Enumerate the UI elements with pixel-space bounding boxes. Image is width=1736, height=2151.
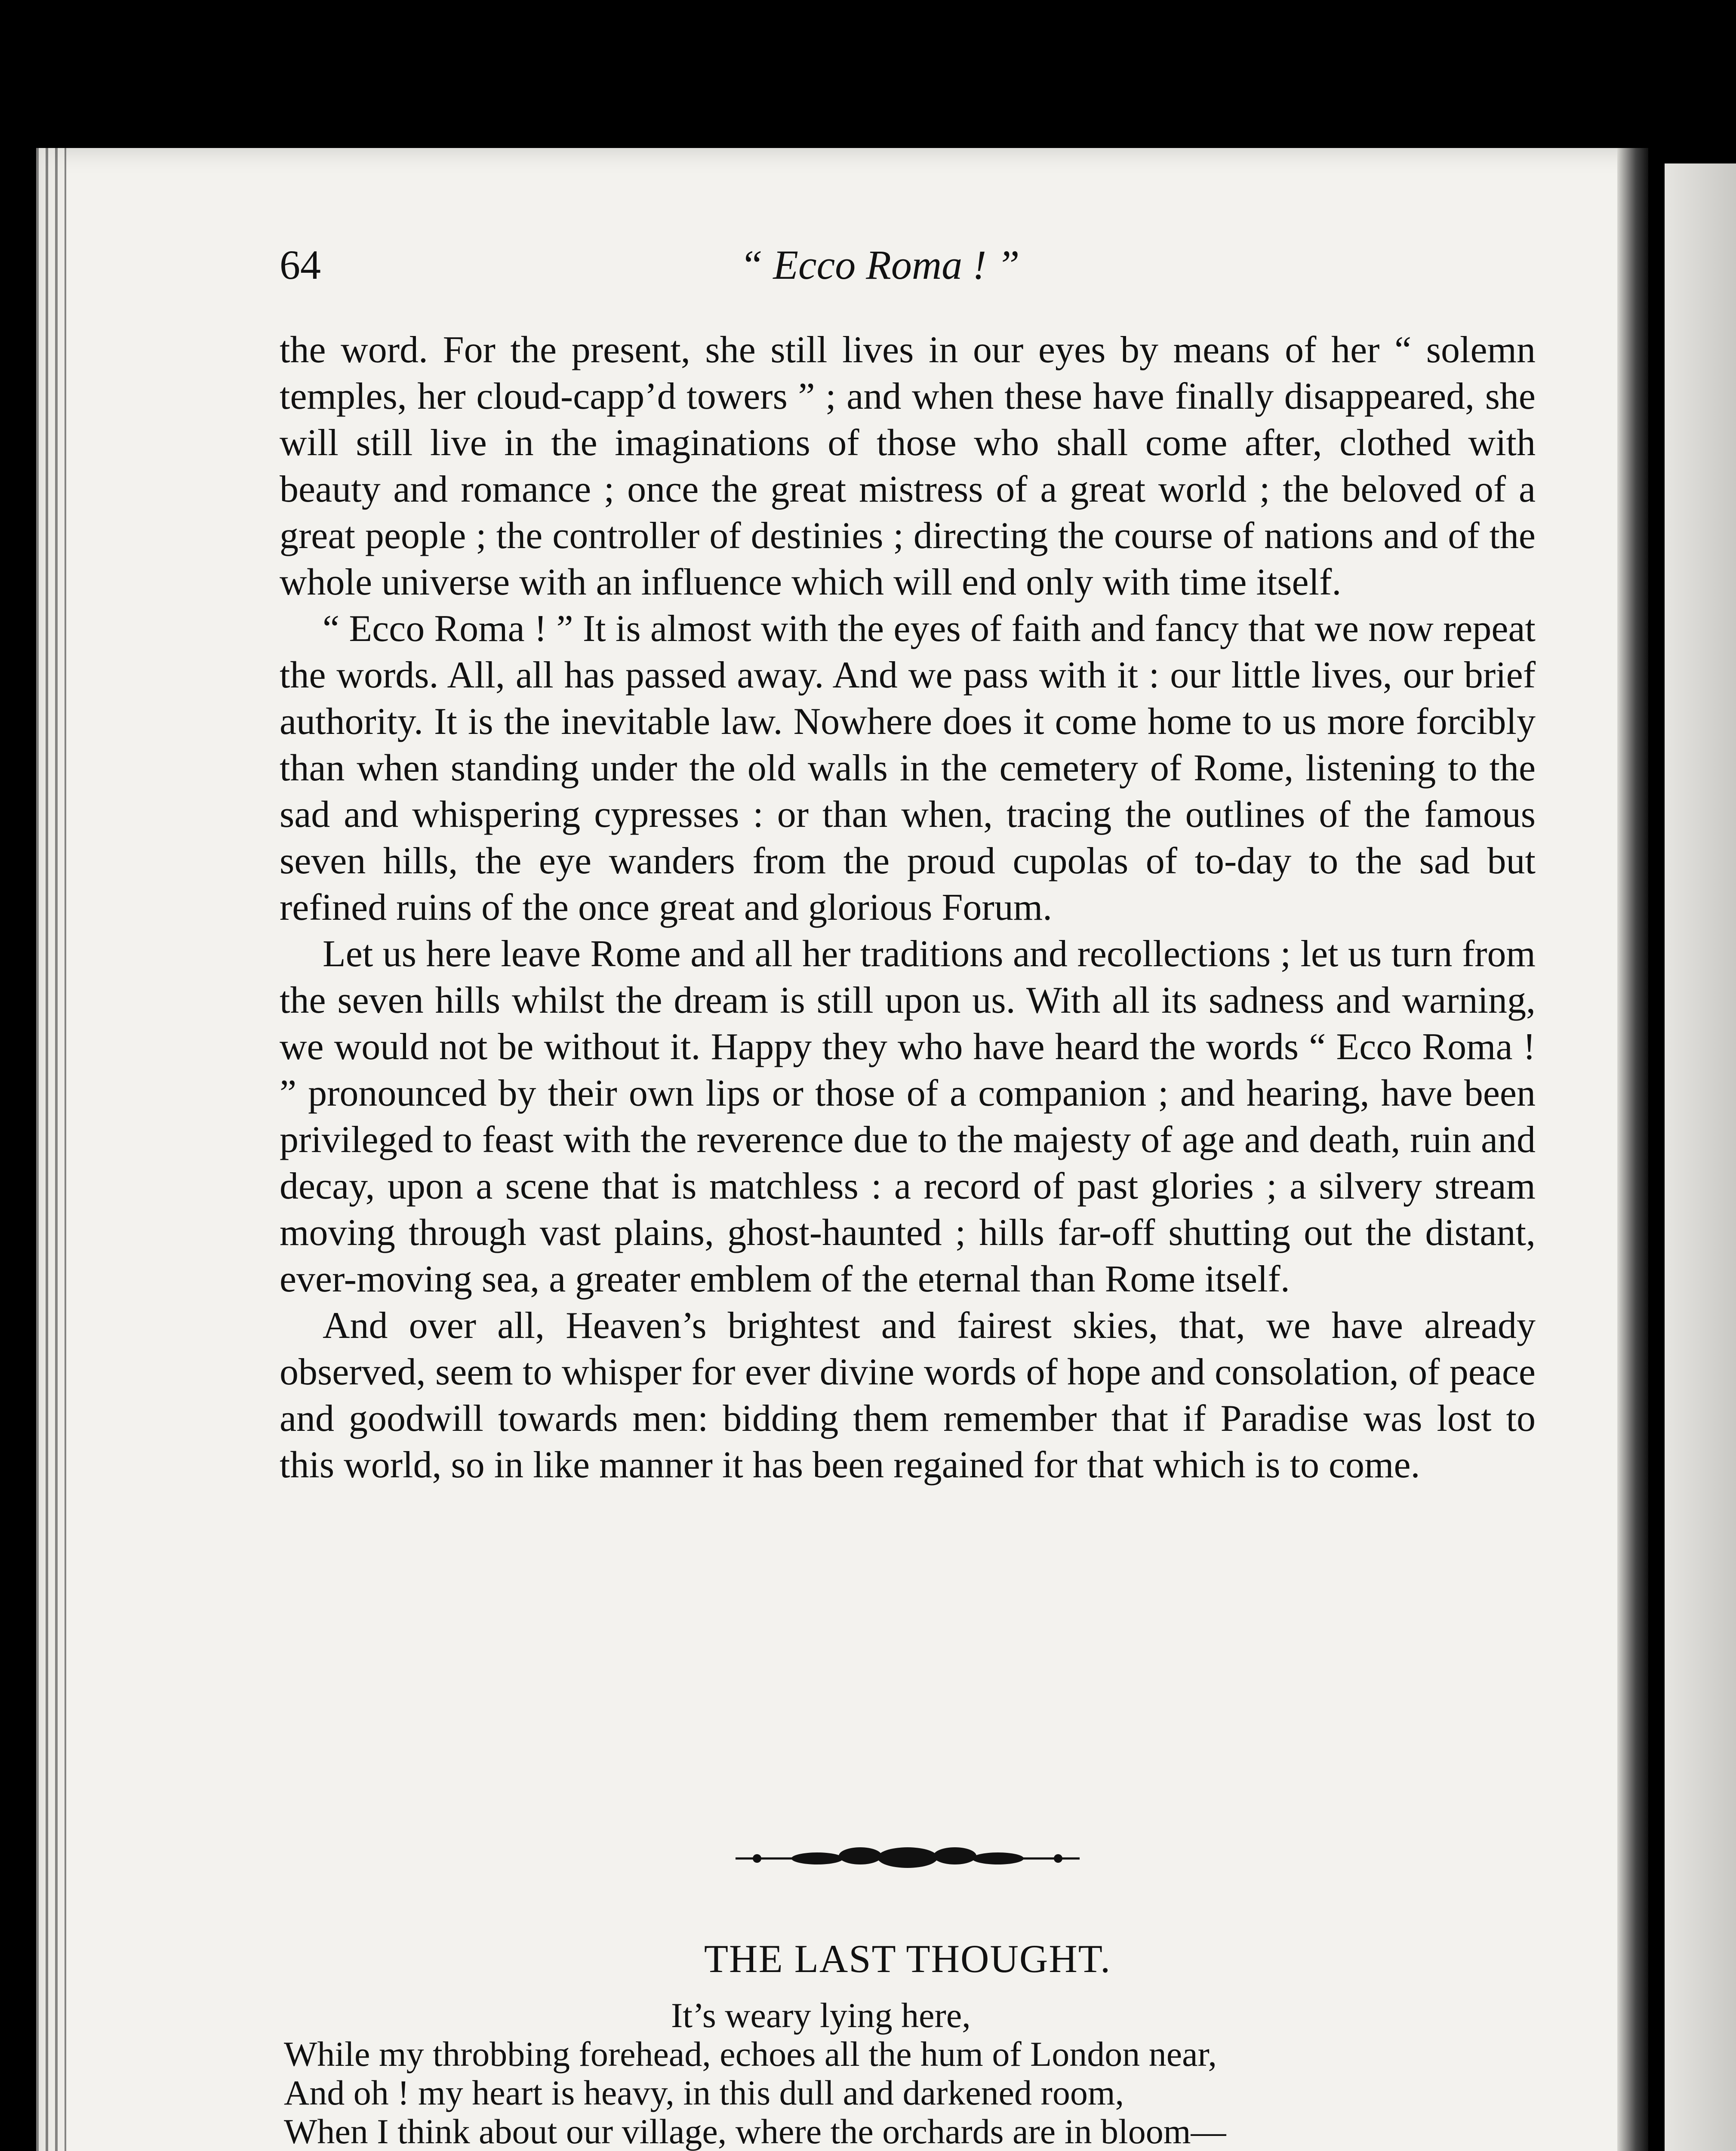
body-text (280, 327, 1536, 1488)
poem (284, 1996, 1557, 2151)
poem-title: THE LAST THOUGHT. (704, 1937, 1111, 1981)
poem-line: It’s weary lying here, (671, 1996, 971, 2035)
page-number: 64 (280, 242, 321, 288)
page-stack-edge (36, 148, 66, 2151)
paragraph: Let us here leave Rome and all her traditions and recollections ; let us turn from the seven hills whilst the dream is still upon us. With all its sadness and warning, we would not be without it. Happy they who have heard the words “ Ecco Roma ! ” pronounced by their own lips or those of a companion ; and hearing, have been privileged to feast with the reverence due to the majesty of age and death, ruin and decay, upon a scene that is matchless : a record of past glories ; a silvery stream moving through vast plains, ghost-haunted ; hills far-off shutting out the distant, ever-moving sea, a greater emblem of the eternal than Rome itself. (280, 933, 1536, 1300)
poem-line: When I think about our village, where the orchards are in bloom— (284, 2112, 1226, 2151)
ornament-divider-icon (731, 1841, 1084, 1876)
paragraph: the word. For the present, she still lives in our eyes by means of her “ solemn temples, her cloud-capp’d towers ” ; and when these have finally disappeared, she will still live in the imaginations of those who shall come after, clothed with beauty and romance ; once the great mistress of a great world ; the beloved of a great people ; the controller of destinies ; directing the course of nations and of the whole universe with an influence which will end only with time itself. (280, 329, 1536, 603)
paragraph: “ Ecco Roma ! ” It is almost with the eyes of faith and fancy that we now repeat the words. All, all has passed away. And we pass with it : our little lives, our brief authority. It is the inevitable law. Nowhere does it come home to us more forcibly than when standing under the old walls in the cemetery of Rome, listening to the sad and whispering cypresses : or than when, tracing the outlines of the famous seven hills, the eye wanders from the proud cupolas of to-day to the sad but refined ruins of the once great and glorious Forum. (280, 608, 1536, 928)
paragraph: And over all, Heaven’s brightest and fairest skies, that, we have already observed, seem to whisper for ever divine words of hope and consolation, of peace and goodwill towards men: bidding them remember that if Paradise was lost to this world, so in like manner it has been regained for that which is to come. (280, 1305, 1536, 1486)
page-header (280, 241, 1656, 305)
next-page-edge (1665, 163, 1736, 2151)
binding-shadow (1617, 148, 1648, 2151)
running-title: “ Ecco Roma ! ” (740, 242, 1020, 288)
poem-line: And oh ! my heart is heavy, in this dull and darkened room, (284, 2073, 1124, 2112)
poem-line: While my throbbing forehead, echoes all the hum of London near, (284, 2034, 1217, 2074)
